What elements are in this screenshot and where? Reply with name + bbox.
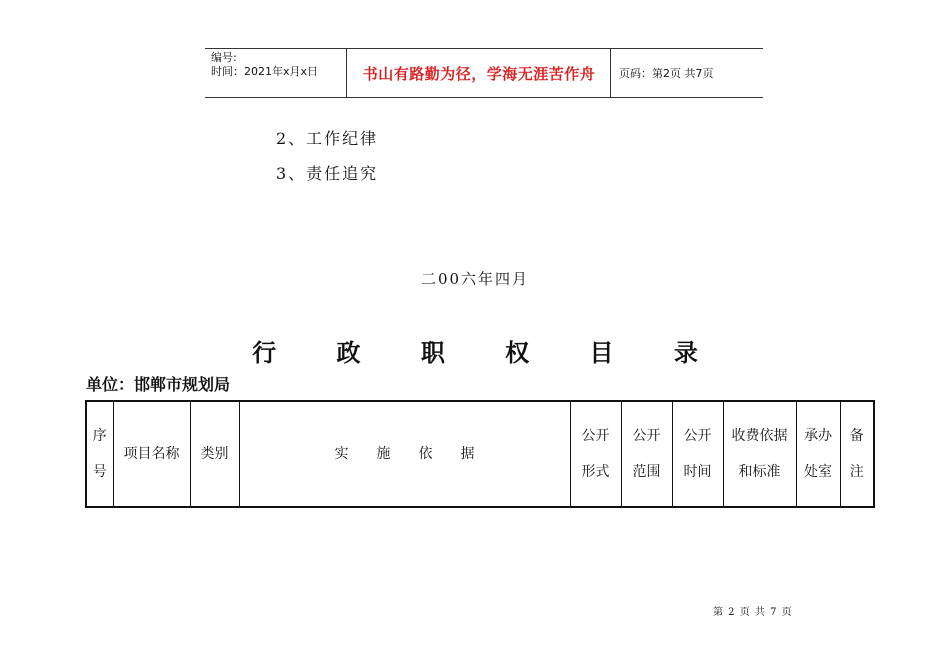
unit-label: 单位：邯郸市规划局 (86, 375, 231, 394)
header-cell-index: 序号 (86, 401, 113, 507)
header-cell-item-name: 项目名称 (113, 401, 190, 507)
header-cell-category: 类别 (190, 401, 239, 507)
header-cell-fee-basis: 收费依据和标准 (723, 401, 796, 507)
document-title: 行 政 职 权 目 录 (252, 338, 724, 367)
header-page-info: 页码：第2页 共7页 (619, 67, 714, 80)
authority-table (85, 400, 875, 508)
list-item-work-discipline: 2、工作纪律 (276, 129, 379, 148)
header-cell-disclosure-form: 公开形式 (570, 401, 621, 507)
list-item-accountability: 3、责任追究 (276, 164, 379, 183)
table-header-row (86, 401, 874, 507)
header-motto: 书山有路勤为径，学海无涯苦作舟 (348, 49, 611, 97)
page-footer: 第 2 页 共 7 页 (713, 607, 793, 618)
page-header (205, 48, 763, 98)
header-cell-basis: 实 施 依 据 (239, 401, 570, 507)
header-cell-disclosure-scope: 公开范围 (621, 401, 672, 507)
document-date: 二00六年四月 (420, 270, 530, 288)
header-cell-remarks: 备注 (840, 401, 874, 507)
header-number-label: 编号: (211, 51, 237, 64)
header-time-label: 时间：2021年x月x日 (211, 65, 319, 78)
header-cell-disclosure-time: 公开时间 (672, 401, 723, 507)
header-cell-department: 承办处室 (796, 401, 840, 507)
header-meta (205, 49, 347, 97)
